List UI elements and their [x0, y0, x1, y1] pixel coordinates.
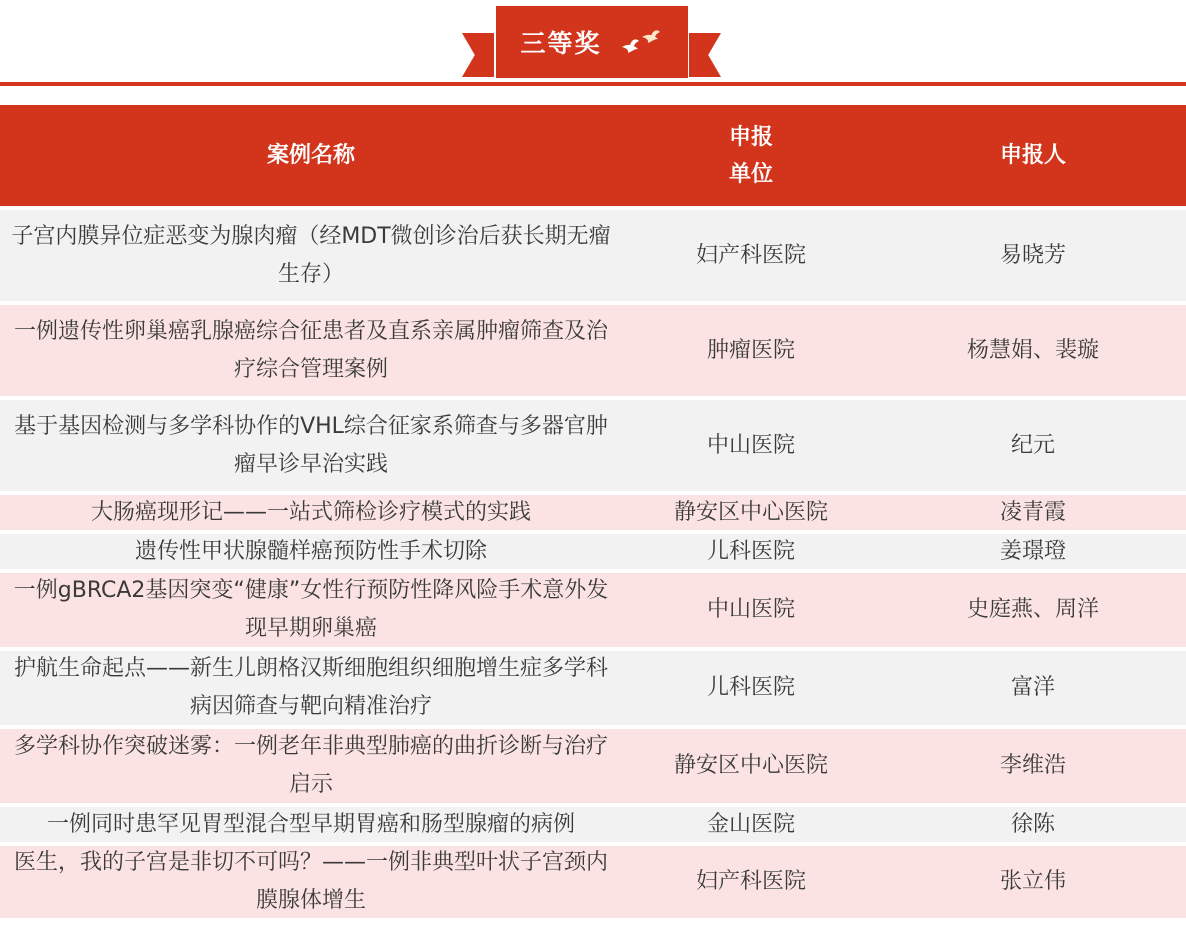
case-name-cell: 一例同时患罕见胃型混合型早期胃癌和肠型腺瘤的病例 [46, 811, 575, 837]
table-header [0, 105, 1186, 206]
unit-cell: 中山医院 [706, 597, 795, 622]
person-cell: 徐陈 [1010, 811, 1055, 837]
unit-cell: 肿瘤医院 [706, 337, 795, 363]
table-row [0, 210, 1186, 301]
award-title: 三等奖 [520, 29, 602, 58]
table-row [0, 305, 1186, 396]
unit-cell: 中山医院 [706, 432, 795, 458]
table-row [0, 846, 1186, 918]
person-cell: 杨慧娟、裴璇 [966, 337, 1099, 363]
banner-divider [0, 82, 1186, 86]
table-row [0, 400, 1186, 491]
person-cell: 纪元 [1010, 432, 1055, 458]
table-row [0, 651, 1186, 725]
unit-cell: 金山医院 [706, 811, 795, 837]
unit-cell: 静安区中心医院 [673, 753, 828, 778]
case-name-cell: 遗传性甲状腺髓样癌预防性手术切除 [134, 538, 487, 564]
person-cell: 李维浩 [999, 753, 1066, 778]
award-table [0, 105, 1186, 918]
person-cell: 张立伟 [999, 869, 1066, 894]
person-cell: 史庭燕、周洋 [966, 597, 1099, 622]
header-person: 申报人 [999, 143, 1066, 168]
table-row [0, 729, 1186, 803]
person-cell: 富洋 [1010, 675, 1055, 700]
header-case-name: 案例名称 [266, 143, 355, 168]
header-unit: 申报 单位 [728, 124, 773, 187]
case-name-cell: 护航生命起点——新生儿朗格汉斯细胞组织细胞增生症多学科病因筛查与靶向精准治疗 [13, 656, 608, 719]
person-cell: 易晓芳 [999, 242, 1066, 268]
case-name-cell: 基于基因检测与多学科协作的VHL综合征家系筛查与多器官肿瘤早诊早治实践 [14, 413, 608, 477]
unit-cell: 静安区中心医院 [673, 499, 828, 525]
case-name-cell: 多学科协作突破迷雾：一例老年非典型肺癌的曲折诊断与治疗启示 [13, 734, 608, 797]
ribbon-tail-right [689, 33, 721, 77]
case-name-cell: 子宫内膜异位症恶变为腺肉瘤（经MDT微创诊治后获长期无瘤生存） [11, 223, 611, 287]
person-cell: 凌青霞 [999, 499, 1066, 525]
banner-box [496, 6, 688, 78]
table-row [0, 534, 1186, 569]
case-name-cell: 一例遗传性卵巢癌乳腺癌综合征患者及直系亲属肿瘤筛查及治疗综合管理案例 [13, 318, 608, 382]
case-name-cell: 医生，我的子宫是非切不可吗？——一例非典型叶状子宫颈内膜腺体增生 [13, 850, 608, 913]
ribbon-tail-left [462, 33, 494, 77]
case-name-cell: 一例gBRCA2基因突变“健康”女性行预防性降风险手术意外发现早期卵巢癌 [13, 578, 609, 641]
doves-icon [620, 27, 664, 57]
award-banner [0, 0, 1186, 90]
unit-cell: 妇产科医院 [695, 242, 806, 268]
person-cell: 姜璟璒 [999, 538, 1066, 564]
table-row [0, 573, 1186, 647]
table-row [0, 807, 1186, 842]
unit-cell: 儿科医院 [706, 538, 795, 564]
unit-cell: 妇产科医院 [695, 869, 806, 894]
table-row [0, 495, 1186, 530]
case-name-cell: 大肠癌现形记——一站式筛检诊疗模式的实践 [90, 499, 531, 525]
unit-cell: 儿科医院 [706, 675, 795, 700]
